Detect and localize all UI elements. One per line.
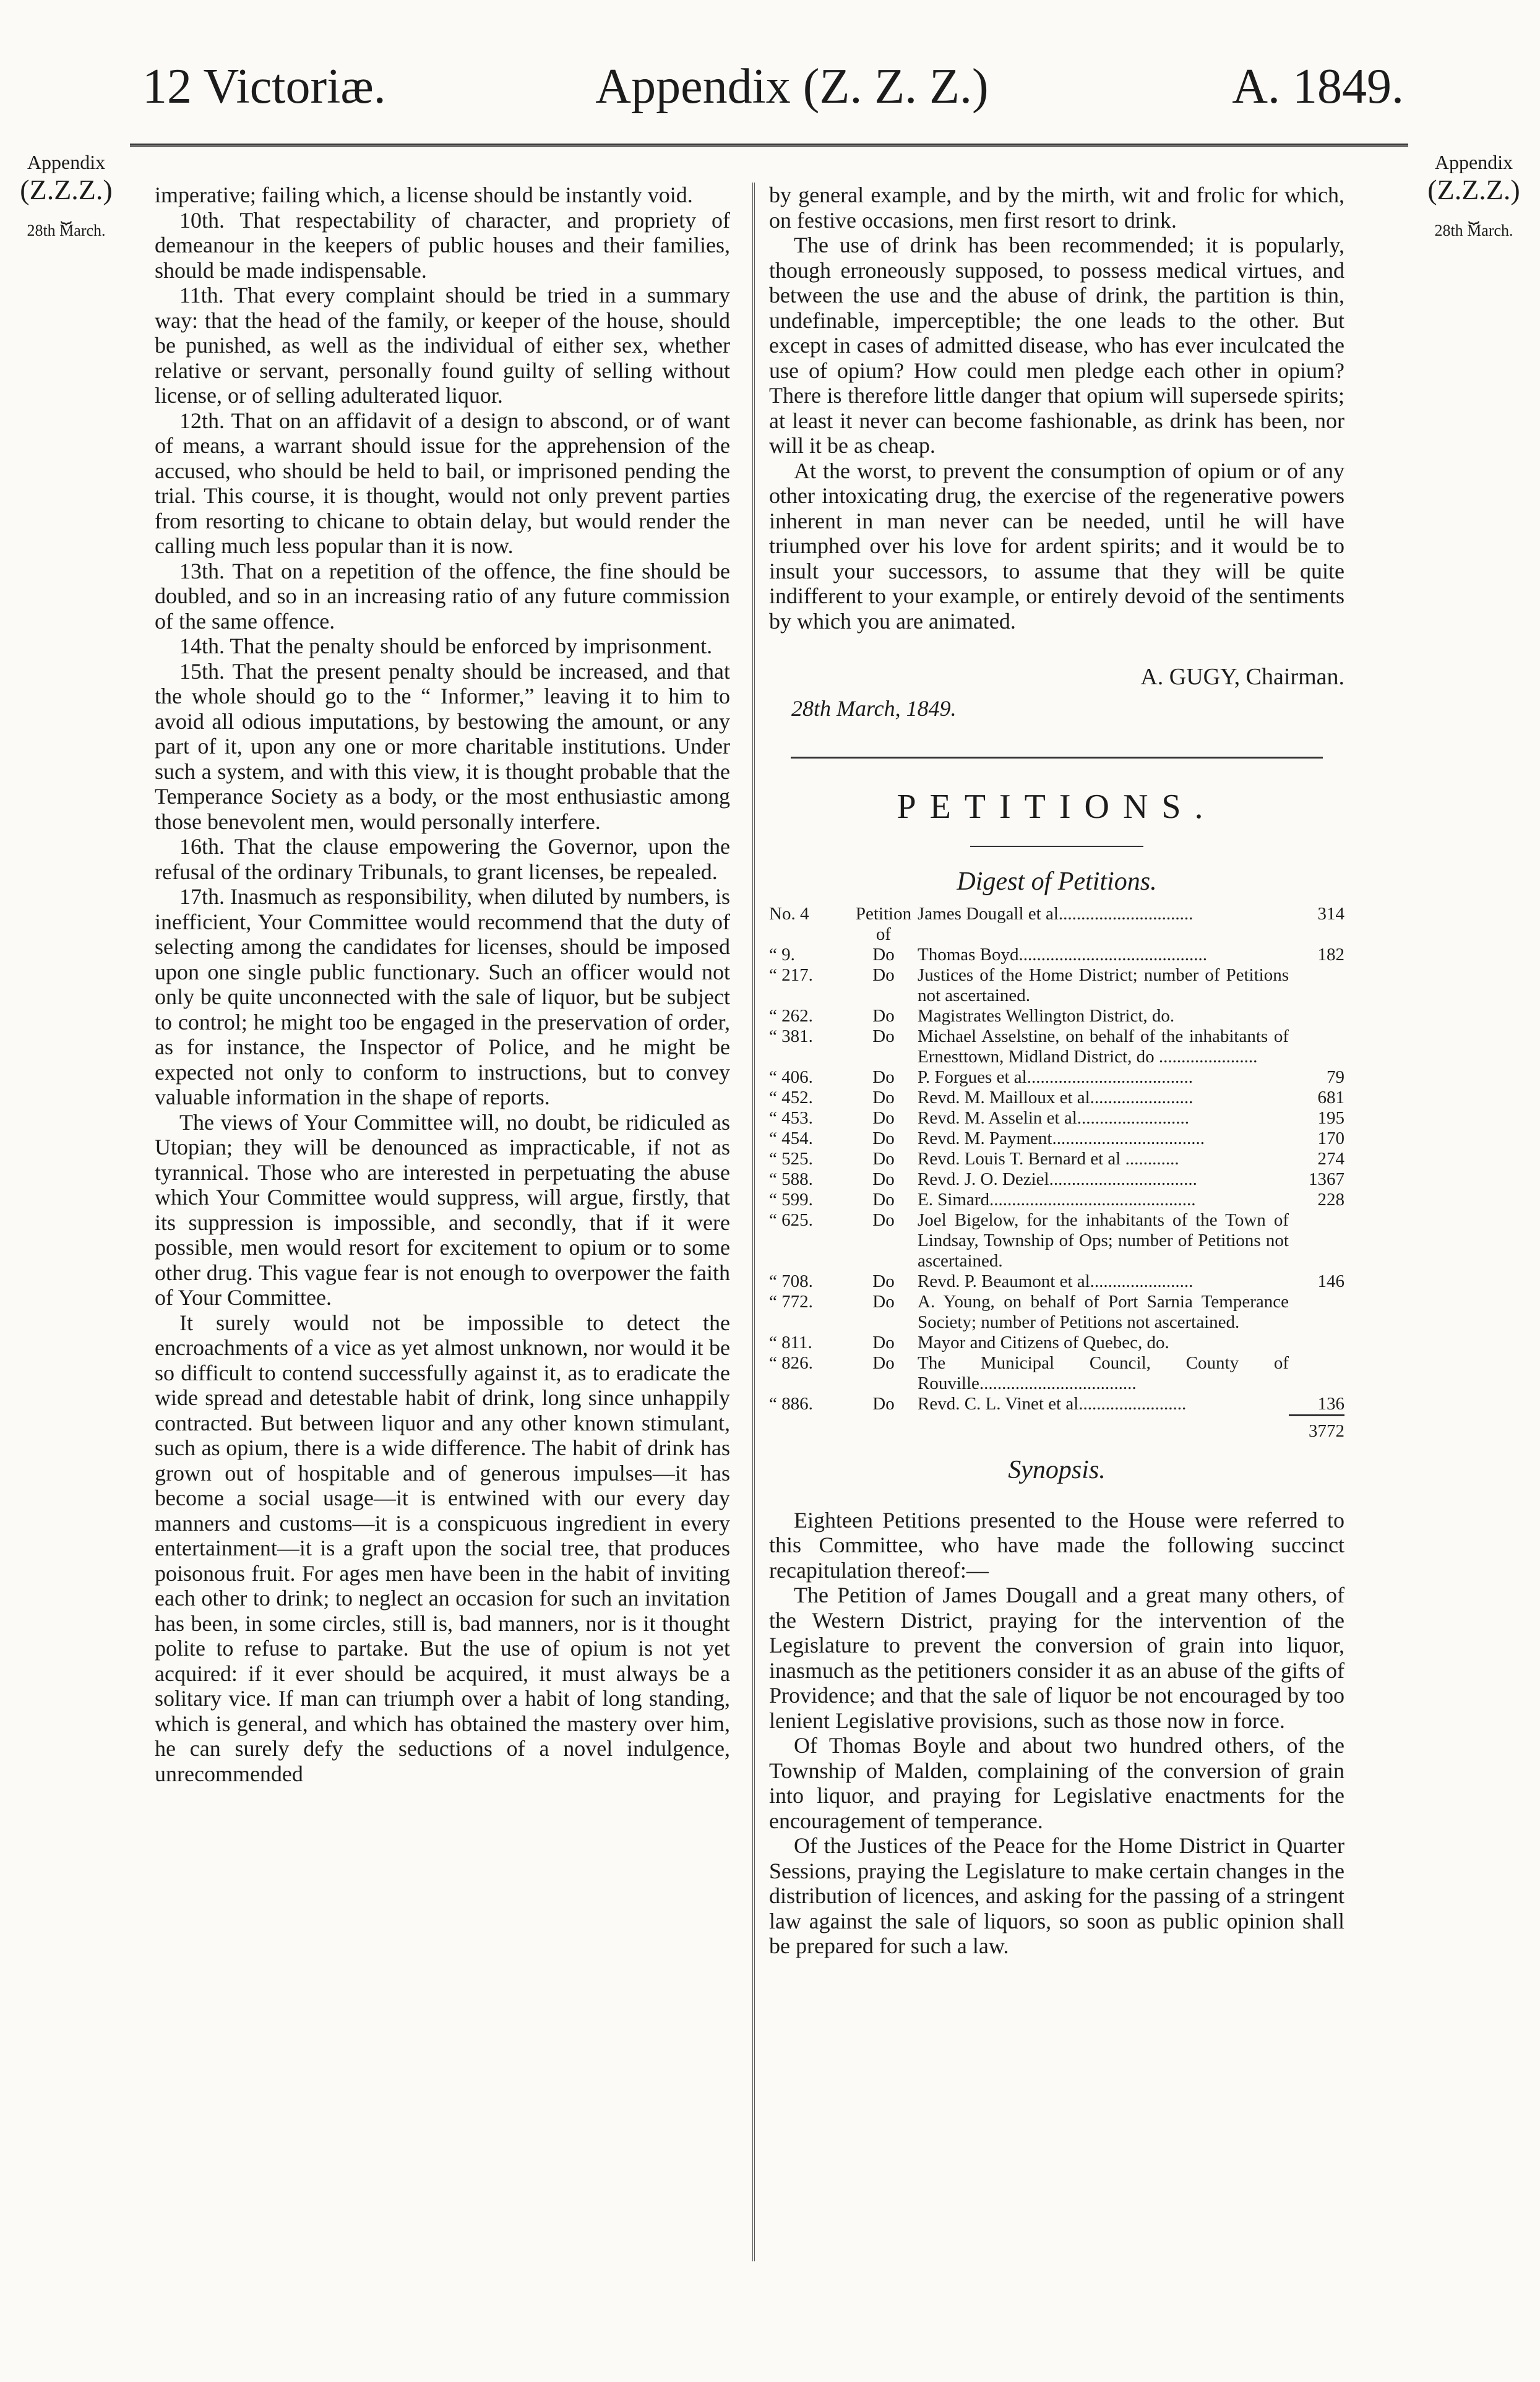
table-row <box>769 1088 1344 1108</box>
table-row <box>769 1353 1344 1394</box>
petitioner: Revd. M. Payment.................................. <box>918 1129 1205 1148</box>
paragraph: The views of Your Committee will, no doubt, be ridiculed as Utopian; they will be denounced as impracticable, if not as tyrannical. Those who are interested in perpetuating the abuse which Your Committee would suppress, will argue, firstly, that its suppression is impossible, and secondly, that if it were possible, men would resort for excitement to opium or to some other drug. This vague fear is not enough to overpower the faith of Your Committee. <box>155 1109 730 1310</box>
header-rule <box>130 144 1408 147</box>
paragraph: 13th. That on a repetition of the offence, the fine should be doubled, and so in an increasing ratio of any future commission of the same offence. <box>155 558 730 634</box>
petition-number: “ 525. <box>769 1149 813 1169</box>
petition-kind: Petition of <box>855 904 912 944</box>
petition-kind: Do <box>872 965 895 985</box>
paragraph: 17th. Inasmuch as responsibility, when diluted by numbers, is inefficient, Your Committee would recommend that the duty of selecting among the candidates for licenses, should be imposed upon one single public functionary. Such an officer would not only be quite unconnected with the sale of liquor, but be subject to control; he might too be engaged in the preservation of order, as for instance, the Inspector of Police, and he might be expected not only to conform to instructions, but to convey valuable information in the shape of reports. <box>155 884 730 1109</box>
petition-number: “ 599. <box>769 1190 813 1210</box>
paragraph: Of Thomas Boyle and about two hundred others, of the Township of Malden, complaining of the conversion of grain into liquor, and praying for Legislative enactments for the encouragement of temperance. <box>769 1733 1344 1833</box>
petitioner: Revd. J. O. Deziel................................. <box>918 1169 1197 1189</box>
margin-note-left <box>14 151 119 240</box>
petition-count <box>1289 1353 1344 1394</box>
petitioner: Revd. P. Beaumont et al....................... <box>918 1271 1194 1291</box>
petition-count: 136 <box>1317 1394 1344 1414</box>
petitioner: Justices of the Home District; number of Petitions not ascertained. <box>918 965 1289 1005</box>
paragraph: 12th. That on an affidavit of a design to abscond, or of want of means, a warrant should issue for the apprehension of the accused, who should be held to bail, or imprisoned pending the trial. This course, it is thought, would not only prevent parties from resorting to chicane to obtain delay, but would render the calling much less popular than it is now. <box>155 408 730 558</box>
petition-kind: Do <box>872 1210 895 1230</box>
petitioner: Michael Asselstine, on behalf of the inhabitants of Ernesttown, Midland District, do ...................... <box>918 1026 1289 1067</box>
paragraph: Eighteen Petitions presented to the House were referred to this Committee, who have made the following succinct recapitulation thereof:— <box>769 1507 1344 1583</box>
petition-kind: Do <box>872 1292 895 1312</box>
synopsis-heading: Synopsis. <box>1008 1456 1106 1484</box>
petition-count <box>1289 1026 1344 1067</box>
paragraph: imperative; failing which, a license should be instantly void. <box>155 183 693 207</box>
petition-number: “ 886. <box>769 1394 813 1414</box>
petition-number: “ 262. <box>769 1006 813 1026</box>
petition-kind: Do <box>872 1353 895 1373</box>
petition-number: “ 452. <box>769 1088 813 1107</box>
petition-count <box>1289 1006 1344 1026</box>
petition-kind: Do <box>872 1190 895 1210</box>
table-row <box>769 1149 1344 1169</box>
digest-total: 3772 <box>1289 1416 1344 1442</box>
petition-kind: Do <box>872 1108 895 1128</box>
paragraph: At the worst, to prevent the consumption of opium or of any other intoxicating drug, the exercise of the regenerative powers inherent in man never can be needed, until he will have triumphed over his love for ardent spirits; and it would be to insult your successors, to assume that they will be quite indifferent to your example, or entirely devoid of the sentiments by which you are animated. <box>769 458 1344 634</box>
table-row <box>769 1190 1344 1210</box>
petition-count <box>1289 1210 1344 1271</box>
header-session: 12 Victoriæ. <box>142 59 386 114</box>
petitioner: Magistrates Wellington District, do. <box>918 1006 1175 1026</box>
margin-note-brace: ⏟ <box>61 203 72 224</box>
petition-number: “ 708. <box>769 1271 813 1291</box>
section-rule <box>970 846 1143 847</box>
petition-number: “ 588. <box>769 1169 813 1189</box>
petition-count: 146 <box>1317 1271 1344 1291</box>
petitioner: James Dougall et al.............................. <box>918 904 1194 924</box>
table-row-total <box>769 1416 1344 1442</box>
petition-kind: Do <box>872 1149 895 1169</box>
petition-kind: Do <box>872 1394 895 1414</box>
petition-kind: Do <box>872 1006 895 1026</box>
petition-kind: Do <box>872 1026 895 1046</box>
petition-number: “ 453. <box>769 1108 813 1128</box>
petition-count: 681 <box>1317 1088 1344 1107</box>
margin-note-word: Appendix <box>1434 151 1513 173</box>
right-column <box>769 183 1344 1959</box>
table-row <box>769 1271 1344 1292</box>
table-row <box>769 904 1344 945</box>
petition-kind: Do <box>872 1067 895 1087</box>
petition-count: 314 <box>1317 904 1344 924</box>
petition-count <box>1289 1292 1344 1333</box>
paragraph: 16th. That the clause empowering the Governor, upon the refusal of the ordinary Tribunals, to grant licenses, be repealed. <box>155 834 730 884</box>
paragraph: 10th. That respectability of character, and propriety of demeanour in the keepers of public houses and their families, should be made indispensable. <box>155 207 730 283</box>
digest-table <box>769 904 1344 1442</box>
petition-kind: Do <box>872 1088 895 1107</box>
closing-date: 28th March, 1849. <box>791 695 957 721</box>
digest-body <box>769 904 1344 1442</box>
table-row <box>769 1108 1344 1129</box>
petitioner: P. Forgues et al..................................... <box>918 1067 1193 1087</box>
petition-kind: Do <box>872 1169 895 1189</box>
paragraph: 14th. That the penalty should be enforced by imprisonment. <box>179 634 713 658</box>
petition-count: 228 <box>1317 1190 1344 1210</box>
petition-kind: Do <box>872 945 895 965</box>
petition-kind: Do <box>872 1333 895 1352</box>
petitioner: Revd. M. Mailloux et al....................... <box>918 1088 1194 1107</box>
petition-number: “ 772. <box>769 1292 813 1312</box>
petition-number: “ 625. <box>769 1210 813 1230</box>
petition-count: 274 <box>1317 1149 1344 1169</box>
table-row <box>769 1292 1344 1333</box>
petitioner: Joel Bigelow, for the inhabitants of the Town of Lindsay, Township of Ops; number of Petitions not ascertained. <box>918 1210 1289 1271</box>
margin-note-right <box>1421 151 1526 240</box>
header-appendix: Appendix (Z. Z. Z.) <box>595 59 989 114</box>
petition-number: “ 811. <box>769 1333 812 1352</box>
table-row <box>769 1129 1344 1149</box>
table-row <box>769 1394 1344 1416</box>
table-row <box>769 1067 1344 1088</box>
petitioner: Thomas Boyd.......................................... <box>918 945 1208 965</box>
petition-number: “ 826. <box>769 1353 813 1373</box>
margin-note-date: 28th March. <box>27 221 106 239</box>
petition-kind: Do <box>872 1129 895 1148</box>
table-row <box>769 965 1344 1006</box>
chairman-signature: A. GUGY, Chairman. <box>1140 664 1344 690</box>
petitions-heading: PETITIONS. <box>897 788 1217 826</box>
petition-number: “ 381. <box>769 1026 813 1046</box>
margin-note-code: (Z.Z.Z.) <box>20 173 113 205</box>
petitioner: A. Young, on behalf of Port Sarnia Temperance Society; number of Petitions not ascertained. <box>918 1292 1289 1332</box>
petition-kind: Do <box>872 1271 895 1291</box>
petitioner: The Municipal Council, County of Rouville................................... <box>918 1353 1289 1393</box>
table-row <box>769 1333 1344 1353</box>
petitioner: E. Simard.............................................. <box>918 1190 1196 1210</box>
petition-count: 170 <box>1317 1129 1344 1148</box>
margin-note-word: Appendix <box>27 151 106 173</box>
paragraph: Of the Justices of the Peace for the Home District in Quarter Sessions, praying the Legislature to make certain changes in the distribution of licences, and asking for the passing of a stringent law against the sale of liquors, so soon as public opinion shall be prepared for such a law. <box>769 1833 1344 1958</box>
margin-note-date: 28th March. <box>1434 221 1513 239</box>
petitioner: Revd. Louis T. Bernard et al ............ <box>918 1149 1179 1169</box>
paragraph: It surely would not be impossible to detect the encroachments of a vice as yet almost unknown, nor would it be so difficult to contend successfully against it, as to eradicate the wide spread and detestable habit of drink, long since unhappily contracted. But between liquor and any other known stimulant, such as opium, there is a wide difference. The habit of drink has grown out of hospitable and of generous impulses—it has become a social usage—it is entwined with our every day manners and customs—it is a conspicuous ingredient in every entertainment—it is a graft upon the social tree, that produces poisonous fruit. For ages men have been in the habit of inviting each other to drink; to neglect an occasion for such an invitation has been, in some circles, still is, bad manners, nor is it thought polite to refuse to partake. But the use of opium is not yet acquired: if it ever should be acquired, it must always be a solitary vice. If man can triumph over a habit of long standing, which is general, and which has obtained the mastery over him, he can surely defy the seductions of a novel indulgence, unrecommended <box>155 1310 730 1786</box>
petition-number: “ 454. <box>769 1129 813 1148</box>
petition-count: 1367 <box>1309 1169 1344 1189</box>
digest-heading: Digest of Petitions. <box>957 867 1157 896</box>
petitioner: Mayor and Citizens of Quebec, do. <box>918 1333 1169 1352</box>
table-row <box>769 1169 1344 1190</box>
paragraph: 11th. That every complaint should be tried in a summary way: that the head of the family, or keeper of the house, should be punished, as well as the individual of either sex, whether relative or servant, personally found guilty of selling without license, or of selling adulterated liquor. <box>155 283 730 408</box>
left-column <box>155 183 730 1786</box>
petition-number: “ 9. <box>769 945 795 965</box>
petitioner: Revd. M. Asselin et al......................... <box>918 1108 1190 1128</box>
header-year: A. 1849. <box>1232 59 1404 114</box>
column-divider <box>752 183 755 2261</box>
paragraph: by general example, and by the mirth, wit and frolic for which, on festive occasions, men first resort to drink. <box>769 183 1344 233</box>
petition-count: 182 <box>1317 945 1344 965</box>
petition-count <box>1289 965 1344 1006</box>
petition-number: “ 406. <box>769 1067 813 1087</box>
paragraph: The use of drink has been recommended; it is popularly, though erroneously supposed, to possess medical virtues, and between the use and the abuse of drink, the partition is thin, undefinable, imperceptible; the one leads to the other. But except in cases of admitted disease, who has ever inculcated the use of opium? How could men pledge each other in opium? There is therefore little danger that opium will supersede spirits; at least it never can become fashionable, as drink has been, nor will it be as cheap. <box>769 233 1344 458</box>
paragraph: 15th. That the present penalty should be increased, and that the whole should go to the “ Informer,” leaving it to him to avoid all odious imputations, by bestowing the amount, or any part of it, upon any one or more charitable institutions. Under such a system, and with this view, it is thought probable that the Temperance Society as a body, or the most enthusiastic among those benevolent men, would personally interfere. <box>155 658 730 834</box>
table-row <box>769 1026 1344 1067</box>
petition-number: “ 217. <box>769 965 813 985</box>
paragraph: The Petition of James Dougall and a great many others, of the Western District, praying for the intervention of the Legislature to prevent the conversion of grain into liquor, inasmuch as the petitioners consider it as an abuse of the gifts of Providence; and that the sale of liquor be not encouraged by too lenient Legislative provisions, such as those now in force. <box>769 1583 1344 1733</box>
petition-number: No. 4 <box>769 904 809 924</box>
petitioner: Revd. C. L. Vinet et al........................ <box>918 1394 1187 1414</box>
petition-count <box>1289 1333 1344 1353</box>
margin-note-brace: ⏟ <box>1468 203 1479 224</box>
petition-count: 79 <box>1327 1067 1344 1087</box>
table-row <box>769 1210 1344 1271</box>
section-rule <box>791 757 1323 759</box>
margin-note-code: (Z.Z.Z.) <box>1427 173 1520 205</box>
petition-count: 195 <box>1317 1108 1344 1128</box>
table-row <box>769 945 1344 965</box>
table-row <box>769 1006 1344 1026</box>
